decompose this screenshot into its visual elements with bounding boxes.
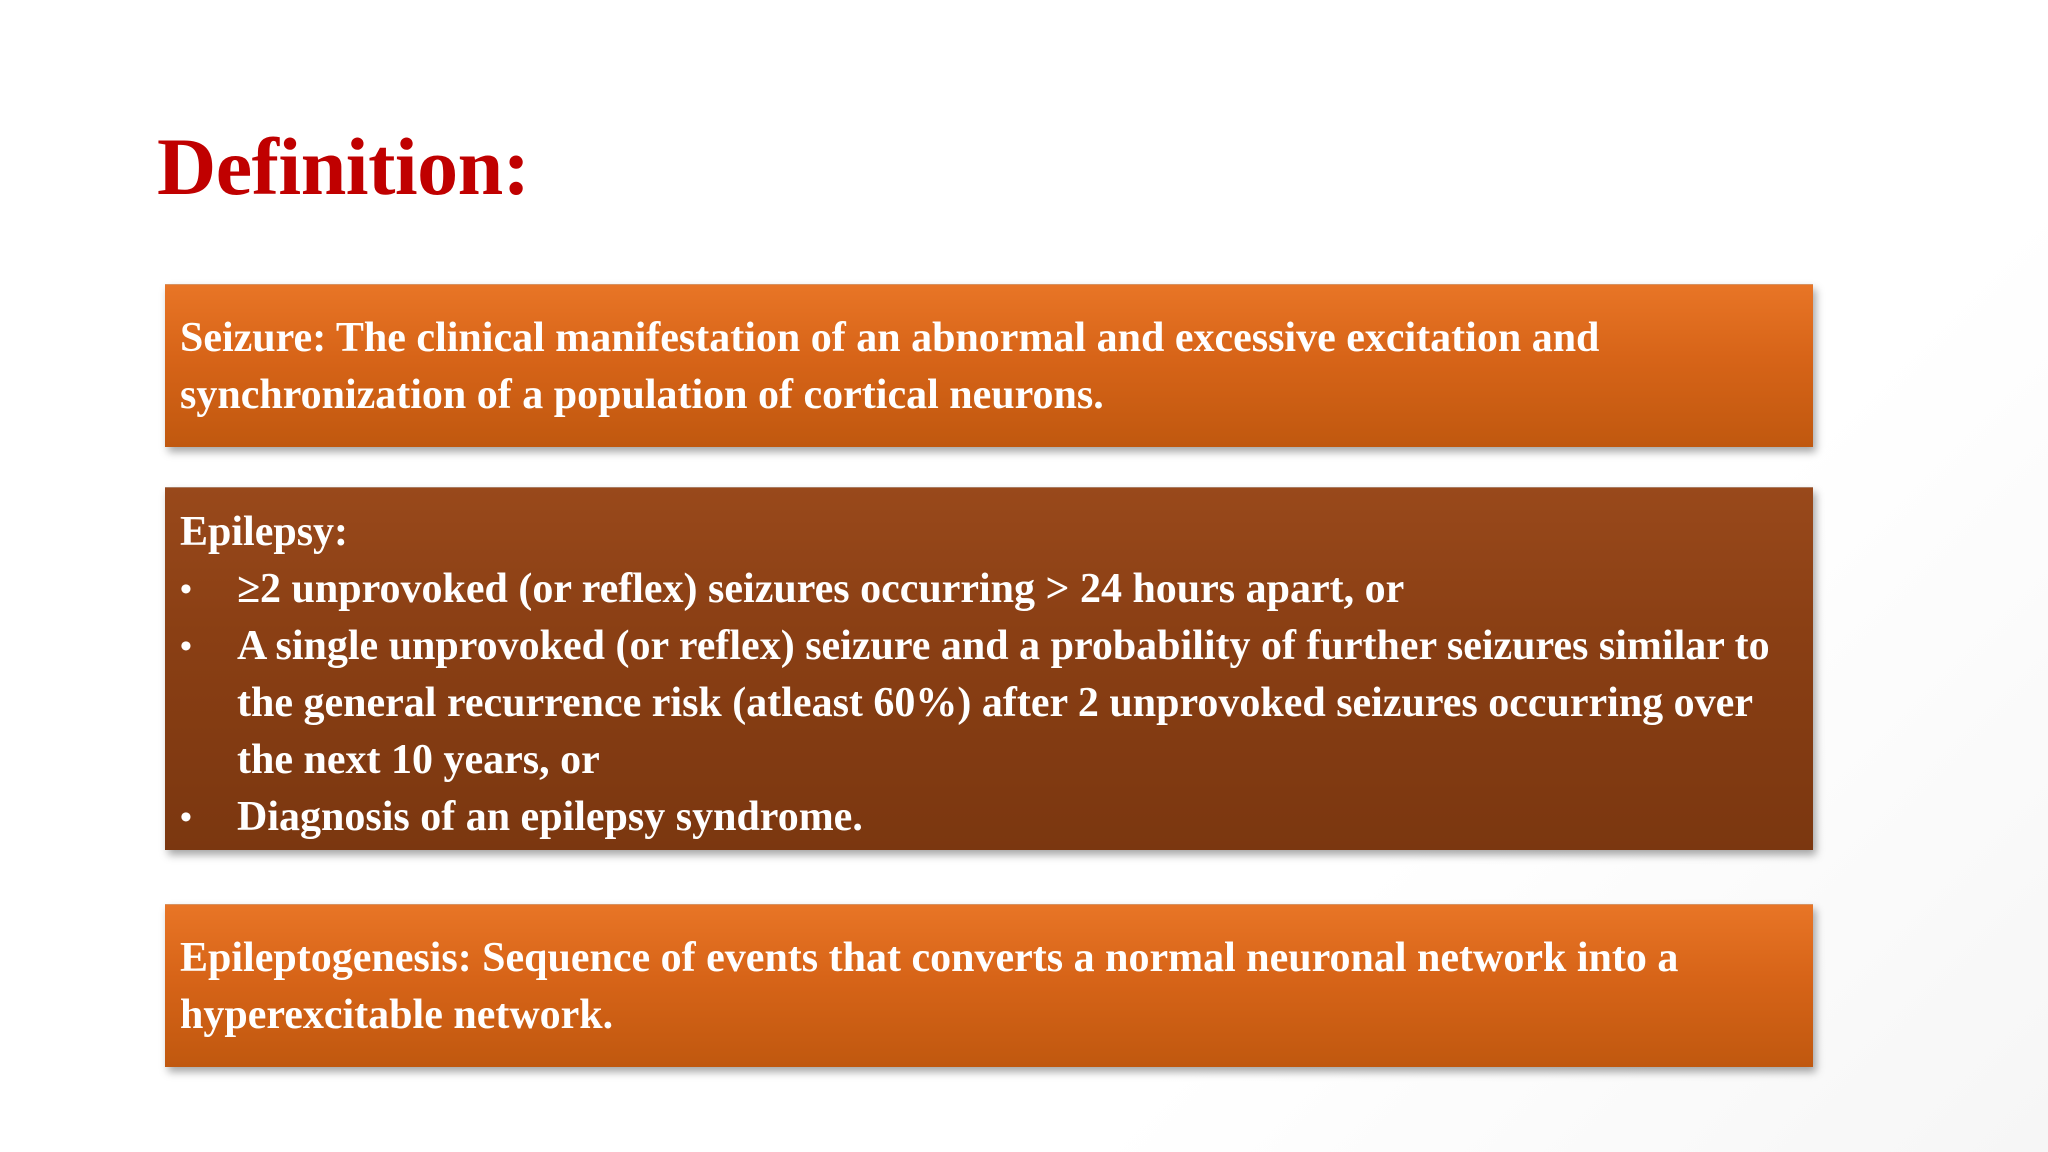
list-item [180, 561, 1793, 618]
epilepsy-criteria-list [180, 561, 1793, 846]
seizure-definition-box [165, 284, 1813, 447]
epilepsy-heading: Epilepsy: [180, 509, 349, 555]
list-item-text: A single unprovoked (or reflex) seizure and a probability of further seizures similar to the general recurrence risk (atleast 60%) after 2 unprovoked seizures occurring over the next 10 years, or [237, 623, 1770, 783]
bullet-icon: • [180, 799, 192, 836]
epilepsy-definition-box [165, 487, 1813, 850]
list-item-text: Diagnosis of an epilepsy syndrome. [237, 794, 863, 840]
seizure-definition-text: Seizure: The clinical manifestation of an abnormal and excessive excitation and synchronization of a population of cortical neurons. [180, 315, 1600, 418]
slide-title: Definition: [157, 121, 530, 212]
bullet-icon: • [180, 628, 192, 665]
epileptogenesis-definition-box [165, 904, 1813, 1067]
list-item-text: ≥2 unprovoked (or reflex) seizures occurring > 24 hours apart, or [237, 566, 1405, 612]
list-item [180, 618, 1793, 789]
list-item [180, 789, 1793, 846]
bullet-icon: • [180, 571, 192, 608]
epileptogenesis-definition-text: Epileptogenesis: Sequence of events that converts a normal neuronal network into a hyperexcitable network. [180, 935, 1679, 1038]
